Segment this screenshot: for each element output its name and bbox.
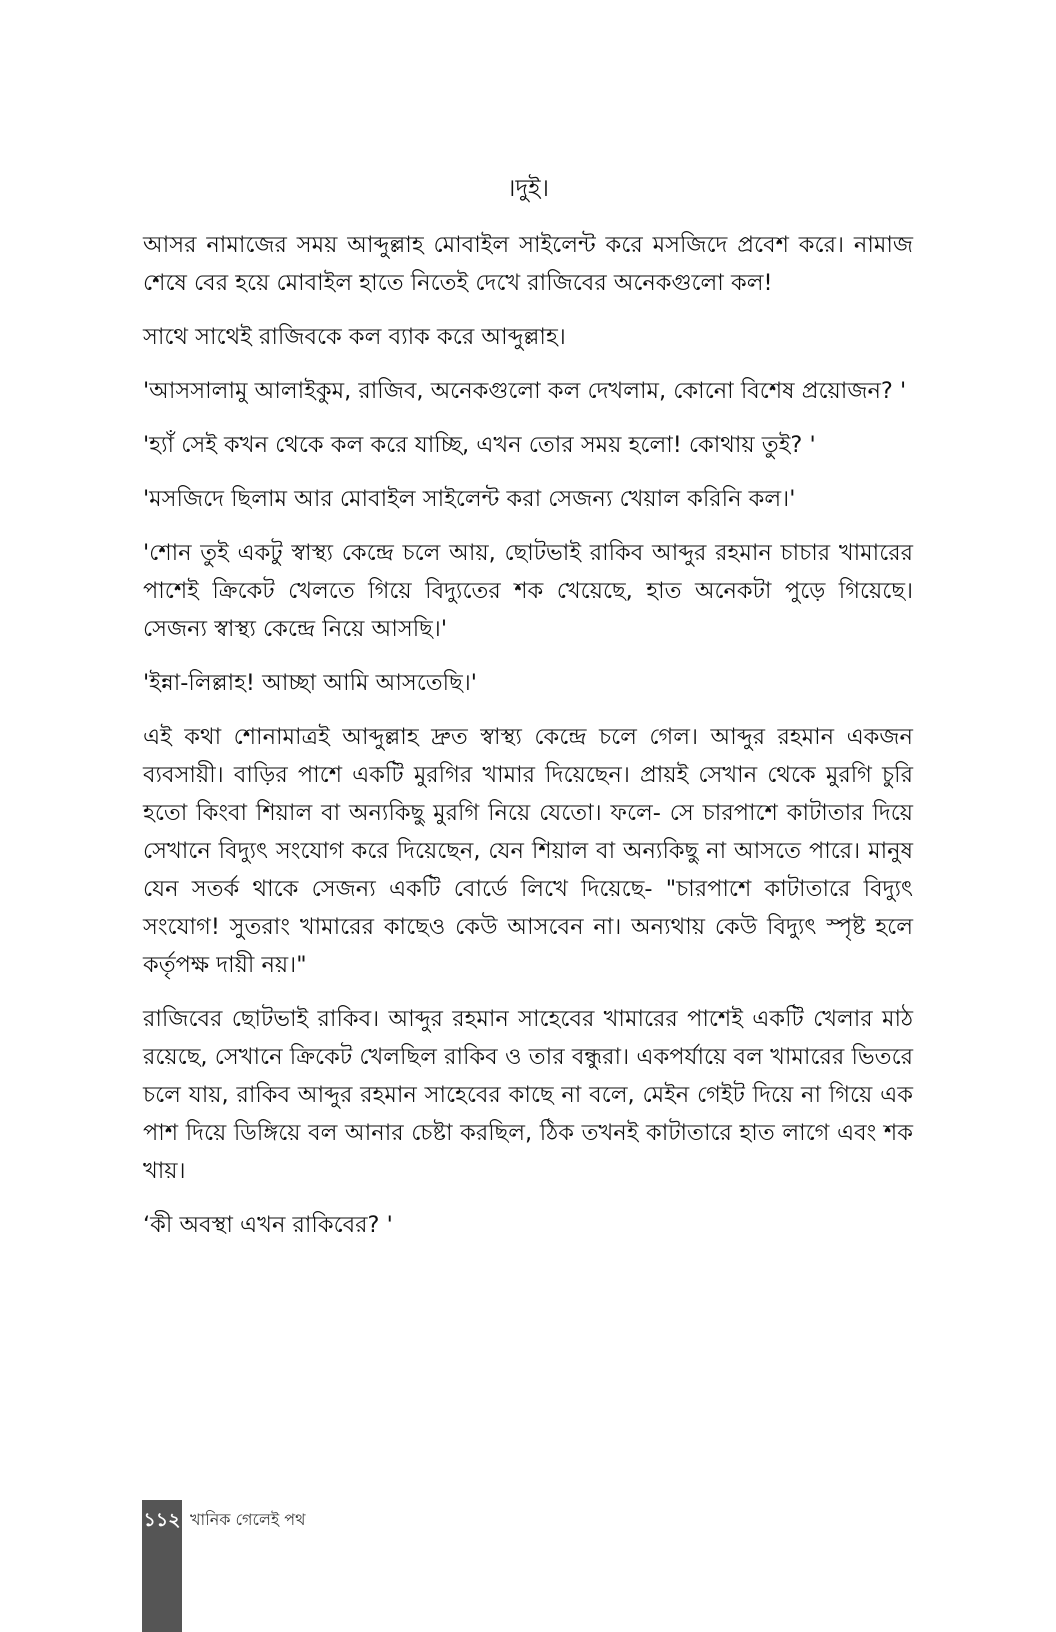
chapter-heading: ।দুই। [506,174,550,202]
page-number: ১১২ [143,1509,181,1531]
paragraph: 'আসসালামু আলাইকুম, রাজিব, অনেকগুলো কল দেখলাম, কোনো বিশেষ প্রয়োজন? ' [143,378,907,404]
running-book-title: খানিক গেলেই পথ [190,1510,306,1529]
paragraph: 'মসজিদে ছিলাম আর মোবাইল সাইলেন্ট করা সেজন্য খেয়াল করিনি কল।' [143,486,796,512]
paragraph: 'হ্যাঁ সেই কখন থেকে কল করে যাচ্ছি, এখন তোর সময় হলো! কোথায় তুই? ' [143,432,816,458]
paragraph: রাজিবের ছোটভাই রাকিব। আব্দুর রহমান সাহেবের খামারের পাশেই একটি খেলার মাঠ রয়েছে, সেখানে ক্রিকেট খেলছিল রাকিব ও তার বন্ধুরা। একপর্যায়ে বল খামারের ভিতরে চলে যায়, রাকিব আব্দুর রহমান সাহেবের কাছে না বলে, মেইন গেইট দিয়ে না গিয়ে এক পাশ দিয়ে ডিঙ্গিয়ে বল আনার চেষ্টা করছিল, ঠিক তখনই কাটাতারে হাত লাগে এবং শক খায়। [143,1006,913,1184]
paragraph: আসর নামাজের সময় আব্দুল্লাহ মোবাইল সাইলেন্ট করে মসজিদে প্রবেশ করে। নামাজ শেষে বের হয়ে মোবাইল হাতে নিতেই দেখে রাজিবের অনেকগুলো কল! [143,232,913,296]
body-text [143,226,913,1260]
paragraph: এই কথা শোনামাত্রই আব্দুল্লাহ দ্রুত স্বাস্থ্য কেন্দ্রে চলে গেল। আব্দুর রহমান একজন ব্যবসায়ী। বাড়ির পাশে একটি মুরগির খামার দিয়েছেন। প্রায়ই সেখান থেকে মুরগি চুরি হতো কিংবা শিয়াল বা অন্যকিছু মুরগি নিয়ে যেতো। ফলে- সে চারপাশে কাটাতার দিয়ে সেখানে বিদ্যুৎ সংযোগ করে দিয়েছেন, যেন শিয়াল বা অন্যকিছু না আসতে পারে। মানুষ যেন সতর্ক থাকে সেজন্য একটি বোর্ডে লিখে দিয়েছে- "চারপাশে কাটাতারে বিদ্যুৎ সংযোগ! সুতরাং খামারের কাছেও কেউ আসবেন না। অন্যথায় কেউ বিদ্যুৎ স্পৃষ্ট হলে কর্তৃপক্ষ দায়ী নয়।" [143,724,913,978]
paragraph: সাথে সাথেই রাজিবকে কল ব্যাক করে আব্দুল্লাহ। [143,324,566,350]
paragraph: ‘কী অবস্থা এখন রাকিবের? ' [143,1212,393,1238]
paragraph: 'শোন তুই একটু স্বাস্থ্য কেন্দ্রে চলে আয়, ছোটভাই রাকিব আব্দুর রহমান চাচার খামারের পাশেই ক্রিকেট খেলতে গিয়ে বিদ্যুতের শক খেয়েছে, হাত অনেকটা পুড়ে গিয়েছে। সেজন্য স্বাস্থ্য কেন্দ্রে নিয়ে আসছি।' [143,540,913,642]
paragraph: 'ইন্না-লিল্লাহ! আচ্ছা আমি আসতেছি।' [143,670,477,696]
